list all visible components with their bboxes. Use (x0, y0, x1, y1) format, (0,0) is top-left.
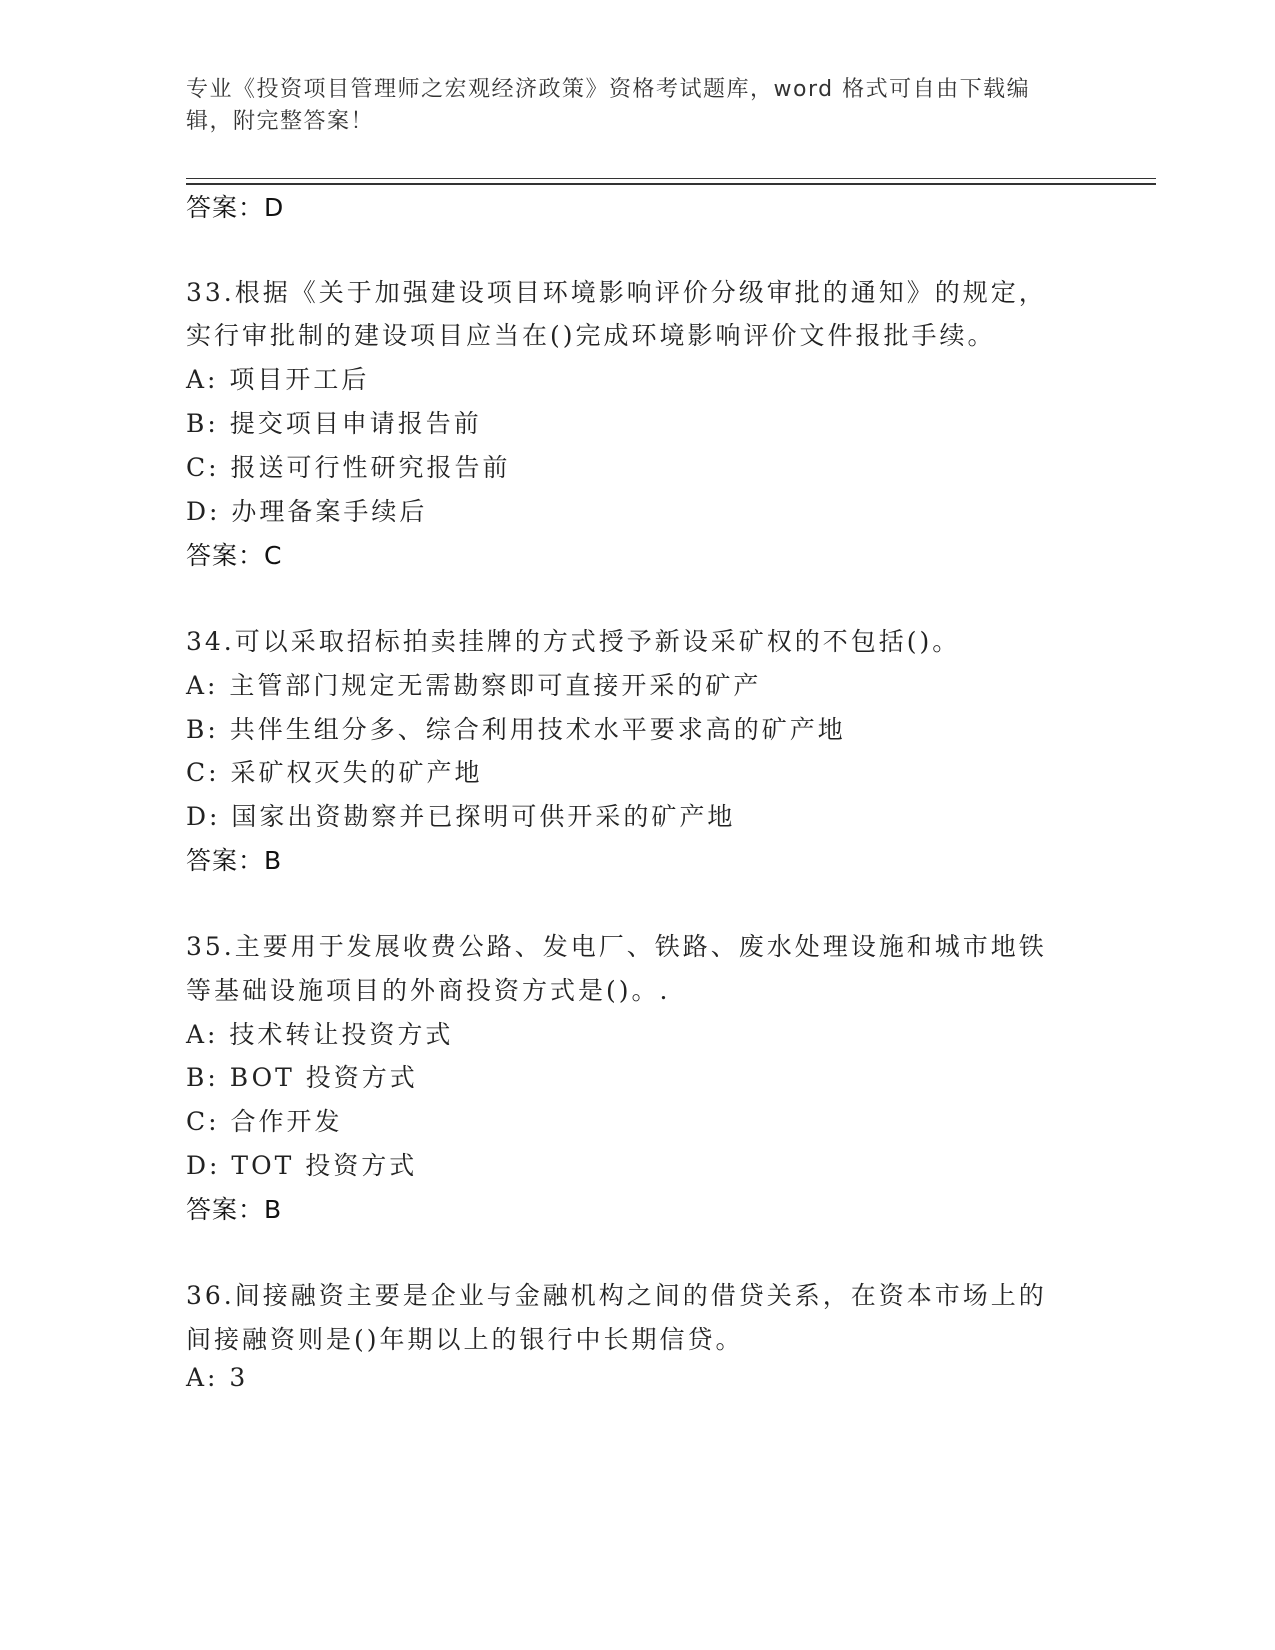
q36-stem-line-1: 36.间接融资主要是企业与金融机构之间的借贷关系，在资本市场上的 (186, 1281, 1047, 1310)
q35-option-b: B: BOT 投资方式 (186, 1063, 418, 1092)
q35-option-d: D: TOT 投资方式 (186, 1151, 418, 1180)
q33-option-a: A: 项目开工后 (186, 365, 370, 394)
q36-stem-line-2: 间接融资则是()年期以上的银行中长期信贷。 (186, 1325, 744, 1354)
q36-option-a: A: 3 (186, 1363, 249, 1392)
header-divider-thin (186, 178, 1156, 179)
q33-option-b: B: 提交项目申请报告前 (186, 409, 482, 438)
q33-stem-line-1: 33.根据《关于加强建设项目环境影响评价分级审批的通知》的规定， (186, 278, 1047, 307)
q33-option-d: D: 办理备案手续后 (186, 497, 428, 526)
header-line-1: 专业《投资项目管理师之宏观经济政策》资格考试题库，word 格式可自由下载编 (186, 77, 1031, 102)
q34-option-b: B: 共伴生组分多、综合利用技术水平要求高的矿产地 (186, 715, 846, 744)
q35-answer: 答案：B (186, 1195, 283, 1224)
q34-option-a: A: 主管部门规定无需勘察即可直接开采的矿产 (186, 671, 762, 700)
q35-option-c: C: 合作开发 (186, 1107, 343, 1136)
q34-option-c: C: 采矿权灭失的矿产地 (186, 758, 483, 787)
q34-stem-line-1: 34.可以采取招标拍卖挂牌的方式授予新设采矿权的不包括()。 (186, 627, 961, 656)
q33-answer: 答案：C (186, 541, 283, 570)
q33-option-c: C: 报送可行性研究报告前 (186, 453, 511, 482)
q35-stem-line-2: 等基础设施项目的外商投资方式是()。. (186, 976, 671, 1005)
header-divider-thick (186, 183, 1156, 185)
q34-option-d: D: 国家出资勘察并已探明可供开采的矿产地 (186, 802, 736, 831)
header-line-2: 辑，附完整答案！ (186, 109, 375, 134)
answer-prev: 答案：D (186, 193, 285, 222)
page-header (186, 74, 1056, 138)
q35-option-a: A: 技术转让投资方式 (186, 1020, 454, 1049)
q34-answer: 答案：B (186, 846, 283, 875)
q33-stem-line-2: 实行审批制的建设项目应当在()完成环境影响评价文件报批手续。 (186, 321, 996, 350)
q35-stem-line-1: 35.主要用于发展收费公路、发电厂、铁路、废水处理设施和城市地铁 (186, 932, 1047, 961)
